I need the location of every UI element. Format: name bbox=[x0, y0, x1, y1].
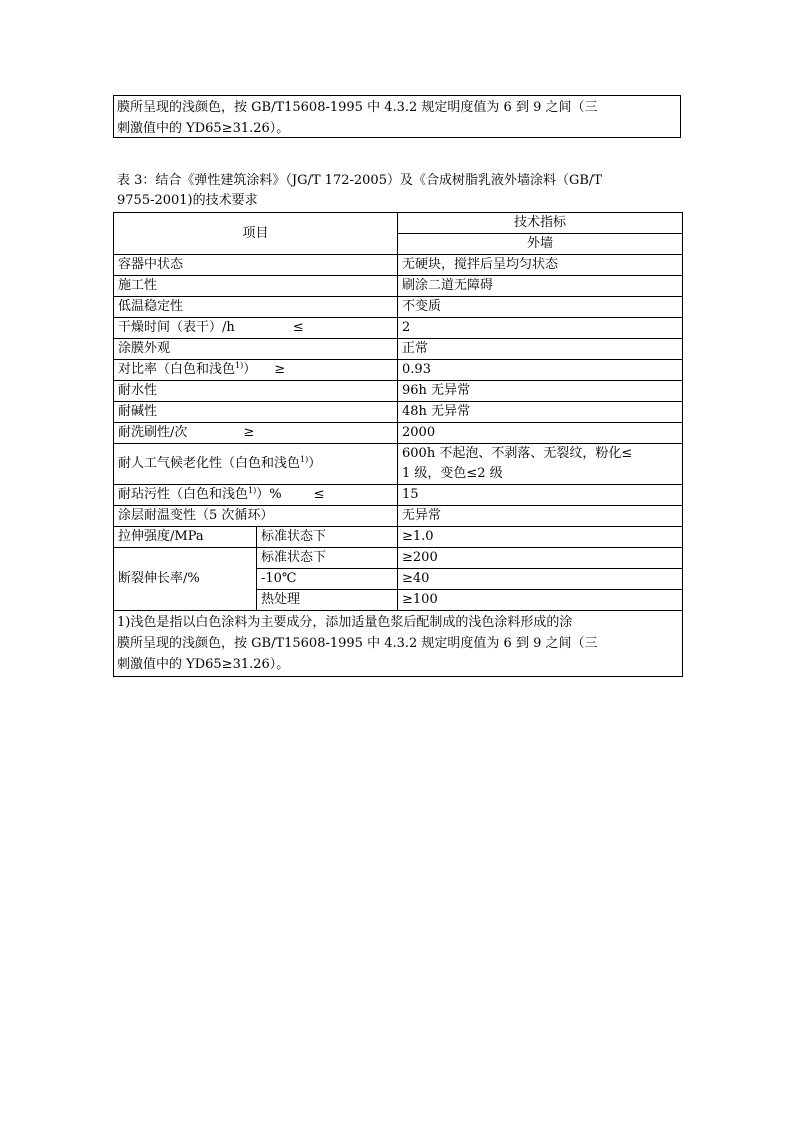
table-row bbox=[114, 381, 683, 402]
row-condition: -10℃ bbox=[257, 569, 398, 590]
table-row bbox=[114, 339, 683, 360]
row-value: 96h 无异常 bbox=[398, 381, 683, 402]
row-value: 15 bbox=[398, 485, 683, 506]
value-line: 600h 不起泡、不剥落、无裂纹，粉化≤ bbox=[402, 446, 633, 461]
header-item: 项目 bbox=[114, 213, 398, 255]
row-item-tail: ） bbox=[308, 456, 322, 471]
table-row bbox=[114, 527, 683, 548]
footnote-line: 刺激值中的 YD65≥31.26）。 bbox=[117, 657, 290, 672]
row-item: 断裂伸长率/% bbox=[114, 548, 257, 611]
row-item bbox=[114, 485, 398, 506]
comparison-operator: ≥ bbox=[274, 362, 286, 377]
row-value: ≥200 bbox=[398, 548, 683, 569]
caption-line: 9755-2001)的技术要求 bbox=[117, 193, 258, 208]
table-row bbox=[114, 360, 683, 381]
row-item bbox=[114, 444, 398, 485]
header-exterior-wall: 外墙 bbox=[398, 234, 683, 255]
table-row bbox=[114, 276, 683, 297]
row-value: ≥100 bbox=[398, 590, 683, 611]
comparison-operator: ≥ bbox=[243, 425, 255, 440]
footnote-marker: 1) bbox=[235, 361, 244, 370]
row-item bbox=[114, 318, 398, 339]
table-row bbox=[114, 548, 683, 569]
table-row bbox=[114, 444, 683, 485]
row-item-text: 耐玷污性（白色和浅色 bbox=[118, 487, 249, 502]
footnote-line: 膜所呈现的浅颜色，按 GB/T15608-1995 中 4.3.2 规定明度值为 6 到 9 之间（三 bbox=[117, 100, 598, 115]
row-condition: 热处理 bbox=[257, 590, 398, 611]
row-item: 施工性 bbox=[114, 276, 398, 297]
row-item: 低温稳定性 bbox=[114, 297, 398, 318]
row-item: 耐水性 bbox=[114, 381, 398, 402]
table-row bbox=[114, 318, 683, 339]
row-value: 0.93 bbox=[398, 360, 683, 381]
row-condition: 标准状态下 bbox=[257, 527, 398, 548]
row-item: 涂层耐温变性（5 次循环） bbox=[114, 506, 398, 527]
caption-line: 表 3：结合《弹性建筑涂料》（JG/T 172-2005）及《合成树脂乳液外墙涂料（GB/T bbox=[117, 173, 602, 188]
previous-table-footnote bbox=[113, 95, 681, 138]
row-item-tail: ） bbox=[243, 362, 257, 377]
value-line: 1 级，变色≤2 级 bbox=[402, 466, 503, 481]
technical-requirements-table bbox=[113, 212, 683, 677]
table-footnote bbox=[114, 611, 683, 677]
row-item-text: 耐人工气候老化性（白色和浅色 bbox=[118, 456, 301, 471]
header-technical-index: 技术指标 bbox=[398, 213, 683, 234]
row-item: 涂膜外观 bbox=[114, 339, 398, 360]
row-value: 48h 无异常 bbox=[398, 402, 683, 423]
row-value: 无硬块，搅拌后呈均匀状态 bbox=[398, 255, 683, 276]
row-item-text: 干燥时间（表干）/h bbox=[118, 320, 235, 335]
row-value bbox=[398, 444, 683, 485]
table-footnote-row bbox=[114, 611, 683, 677]
row-item bbox=[114, 423, 398, 444]
row-value: 正常 bbox=[398, 339, 683, 360]
row-item: 耐碱性 bbox=[114, 402, 398, 423]
row-value: 不变质 bbox=[398, 297, 683, 318]
row-value: ≥1.0 bbox=[398, 527, 683, 548]
footnote-line: 刺激值中的 YD65≥31.26）。 bbox=[117, 121, 290, 136]
row-item: 容器中状态 bbox=[114, 255, 398, 276]
row-item-tail: ）% bbox=[256, 487, 282, 502]
row-value: 刷涂二道无障碍 bbox=[398, 276, 683, 297]
comparison-operator: ≤ bbox=[292, 320, 304, 335]
row-value: 无异常 bbox=[398, 506, 683, 527]
table-header-row bbox=[114, 213, 683, 234]
row-value: 2 bbox=[398, 318, 683, 339]
row-value: 2000 bbox=[398, 423, 683, 444]
footnote-line: 膜所呈现的浅颜色，按 GB/T15608-1995 中 4.3.2 规定明度值为 6 到 9 之间（三 bbox=[117, 636, 598, 651]
row-item bbox=[114, 360, 398, 381]
row-item: 拉伸强度/MPa bbox=[114, 527, 257, 548]
row-item-text: 耐洗刷性/次 bbox=[118, 425, 188, 440]
footnote-marker: 1) bbox=[300, 455, 309, 464]
table-row bbox=[114, 506, 683, 527]
table-row bbox=[114, 423, 683, 444]
footnote-marker: 1) bbox=[248, 486, 257, 495]
row-value: ≥40 bbox=[398, 569, 683, 590]
table-caption bbox=[117, 171, 687, 211]
row-item-text: 对比率（白色和浅色 bbox=[118, 362, 236, 377]
table-row bbox=[114, 255, 683, 276]
comparison-operator: ≤ bbox=[313, 487, 325, 502]
table-row bbox=[114, 402, 683, 423]
table-row bbox=[114, 485, 683, 506]
row-condition: 标准状态下 bbox=[257, 548, 398, 569]
footnote-line: 1)浅色是指以白色涂料为主要成分，添加适量色浆后配制成的浅色涂料形成的涂 bbox=[117, 615, 573, 630]
table-row bbox=[114, 297, 683, 318]
